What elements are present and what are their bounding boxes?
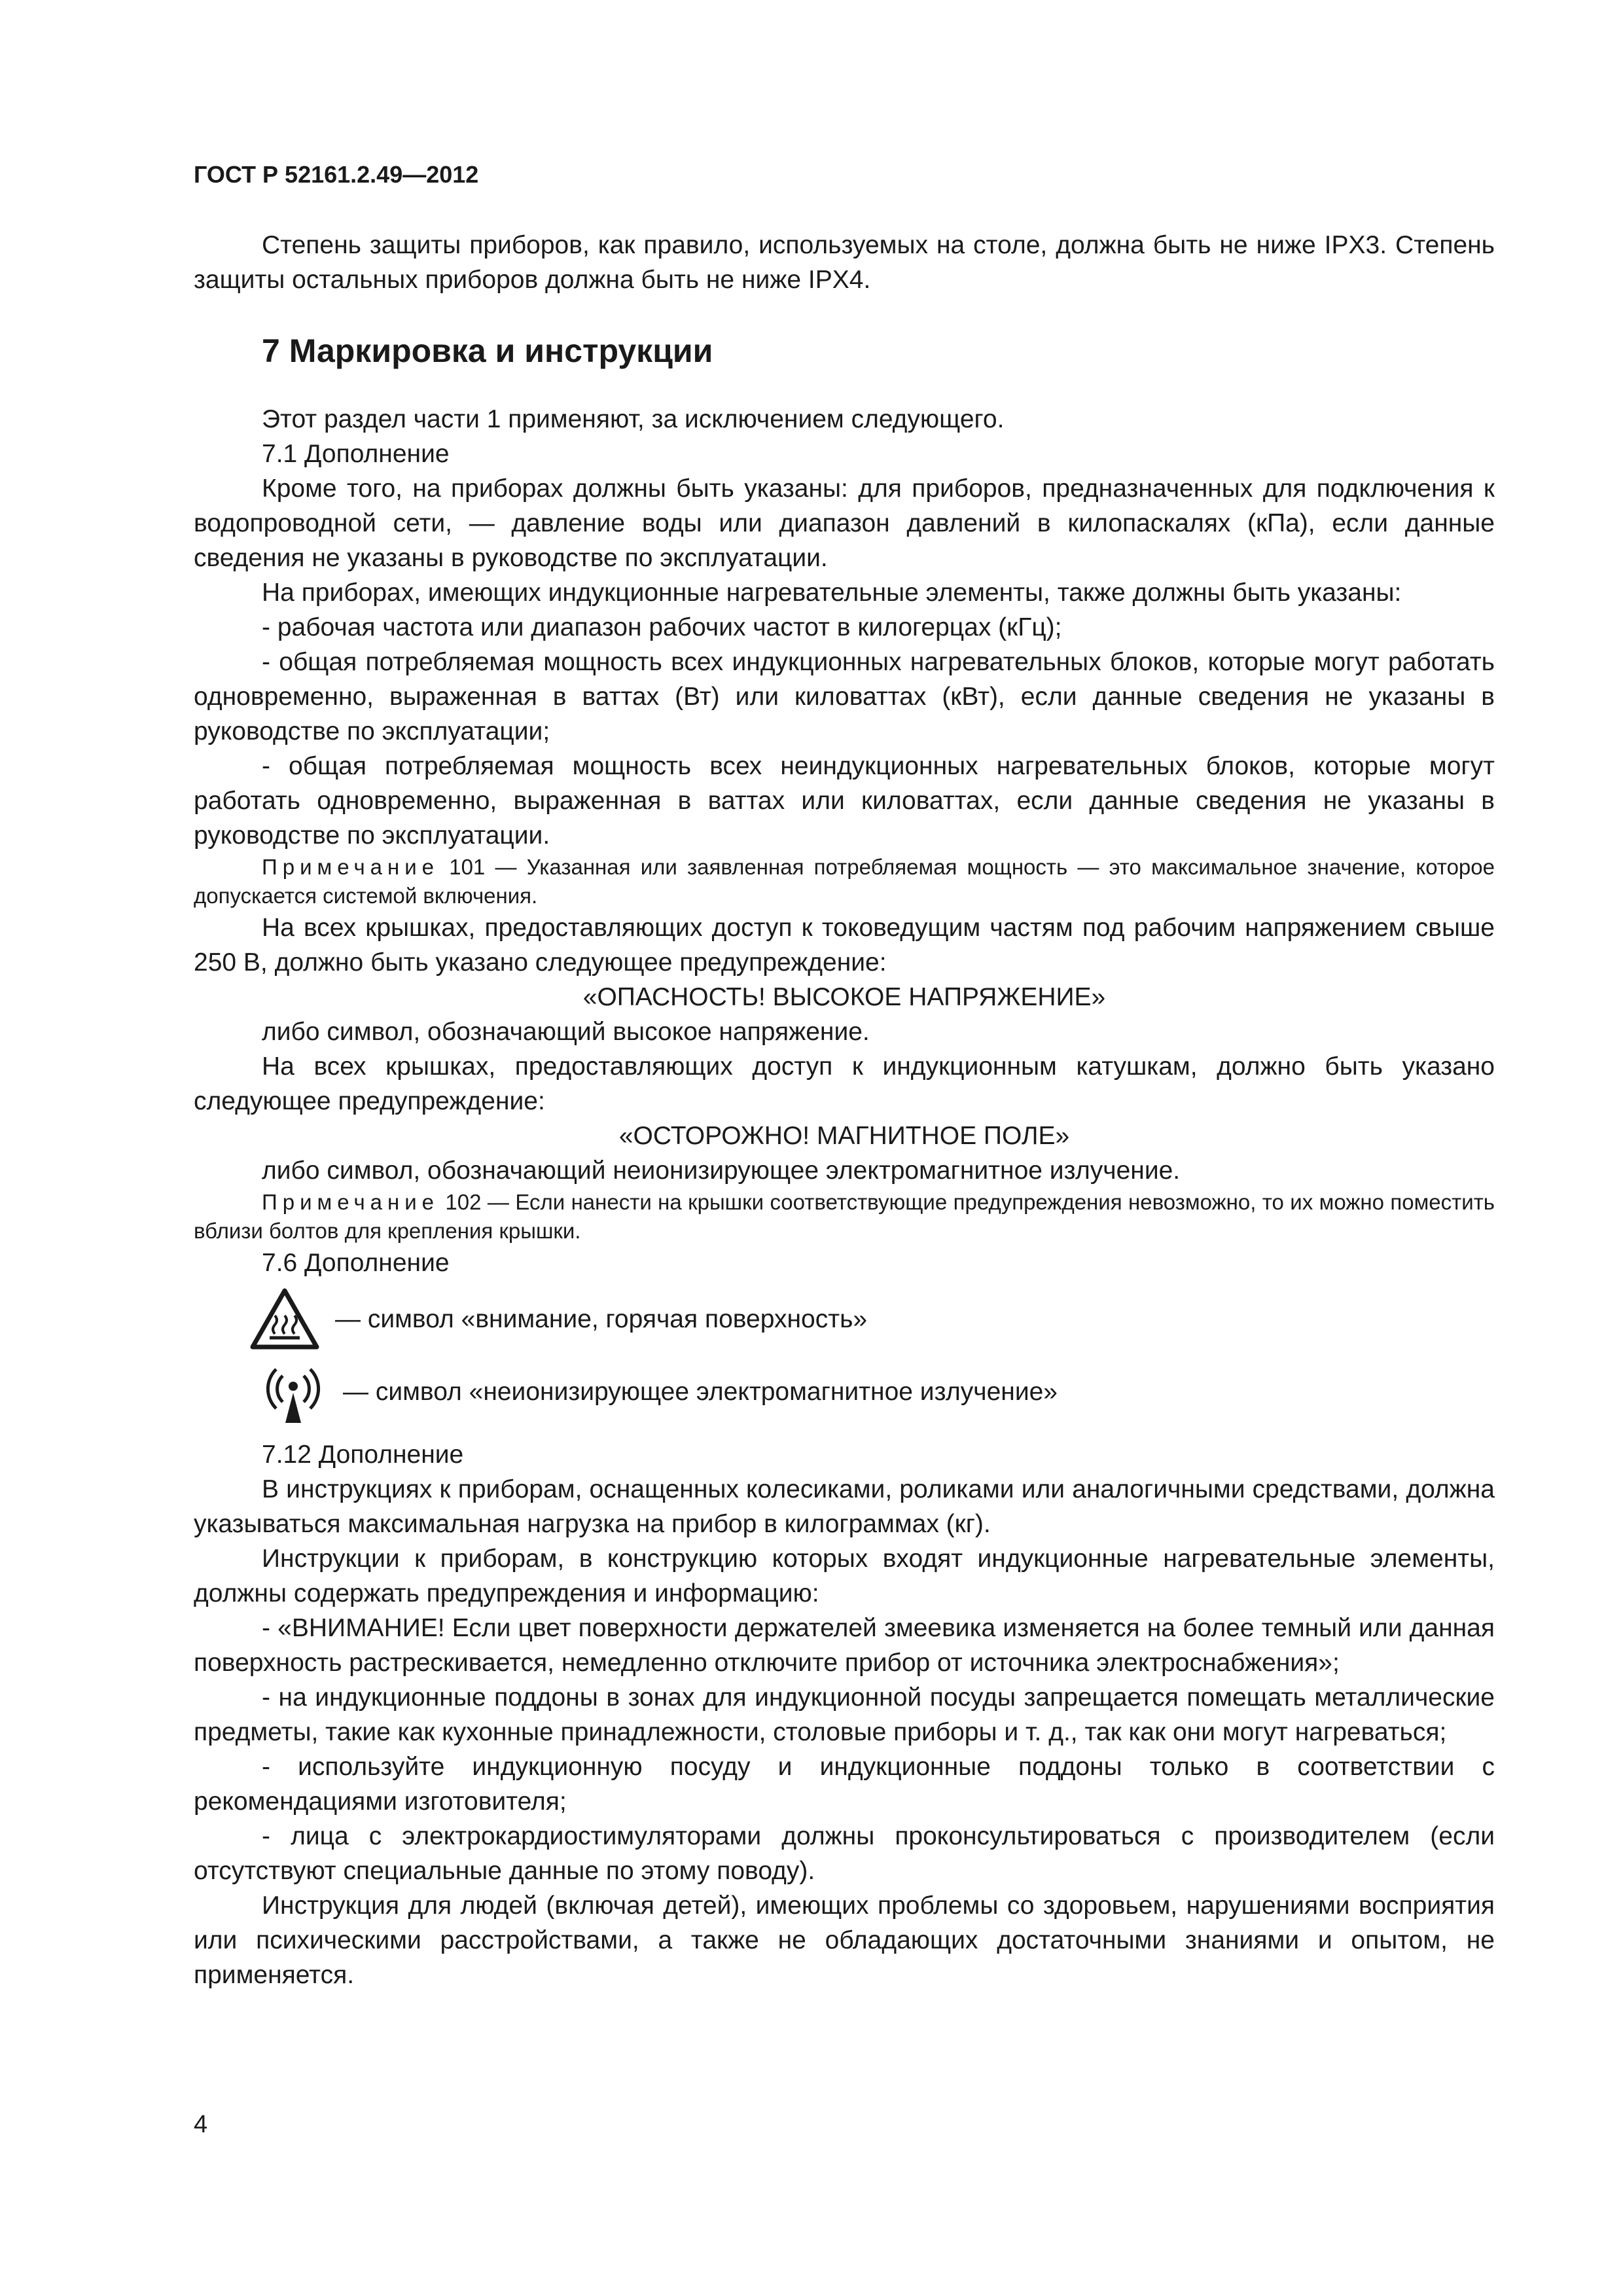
subsection-label: 7.1 Дополнение <box>262 440 450 468</box>
paragraph: Этот раздел части 1 применяют, за исключением следующего. <box>262 405 1005 433</box>
list-item: - общая потребляемая мощность всех неиндукционных нагревательных блоков, которые могут работать одновременно, выраженная в ваттах или киловаттах, если данные сведения не указаны в руководстве по эксплуатации. <box>194 752 1495 850</box>
paragraph: На всех крышках, предоставляющих доступ к токоведущим частям под рабочим напряжением свыше 250 В, должно быть указано следующее предупреждение: <box>194 914 1495 977</box>
note-text: 102 — Если нанести на крышки соответствующие предупреждения невозможно, то их можно поместить вблизи болтов для крепления крышки. <box>194 1190 1495 1243</box>
intro-paragraph: Степень защиты приборов, как правило, используемых на столе, должна быть не ниже IPX3. Степень защиты остальных приборов должна быть не ниже IPX4. <box>194 231 1495 294</box>
list-item: - «ВНИМАНИЕ! Если цвет поверхности держателей змеевика изменяется на более темный или данная поверхность растрескивается, немедленно отключите прибор от источника электроснабжения»; <box>194 1614 1495 1677</box>
paragraph: Инструкция для людей (включая детей), имеющих проблемы со здоровьем, нарушениями восприятия или психическими расстройствами, а также не обладающих достаточными знаниями и опытом, не применяется. <box>194 1892 1495 1989</box>
symbol-row-hot-surface <box>249 1287 1495 1351</box>
note-label: Примечание <box>262 1190 440 1214</box>
list-item: - рабочая частота или диапазон рабочих частот в килогерцах (кГц); <box>262 613 1062 641</box>
paragraph: либо символ, обозначающий высокое напряжение. <box>262 1018 870 1046</box>
note-label: Примечание <box>262 855 440 879</box>
symbol-description: — символ «внимание, горячая поверхность» <box>335 1304 868 1333</box>
warning-high-voltage: «ОПАСНОСТЬ! ВЫСОКОЕ НАПРЯЖЕНИЕ» <box>582 983 1106 1011</box>
paragraph: В инструкциях к приборам, оснащенных колесиками, роликами или аналогичными средствами, должна указываться максимальная нагрузка на прибор в килограммах (кг). <box>194 1475 1495 1538</box>
list-item: - используйте индукционную посуду и индукционные поддоны только в соответствии с рекомендациями изготовителя; <box>194 1753 1495 1816</box>
list-item: - лица с электрокардиостимуляторами должны проконсультироваться с производителем (если отсутствуют специальные данные по этому поводу). <box>194 1822 1495 1885</box>
paragraph: либо символ, обозначающий неионизирующее электромагнитное излучение. <box>262 1157 1181 1185</box>
note-102 <box>194 1188 1495 1246</box>
subsection-label: 7.6 Дополнение <box>262 1249 450 1277</box>
note-text: 101 — Указанная или заявленная потребляемая мощность — это максимальное значение, которое допускается системой включения. <box>194 855 1495 908</box>
paragraph: На всех крышках, предоставляющих доступ к индукционным катушкам, должно быть указано следующее предупреждение: <box>194 1052 1495 1115</box>
paragraph: На приборах, имеющих индукционные нагревательные элементы, также должны быть указаны: <box>262 579 1402 607</box>
standard-header: ГОСТ Р 52161.2.49—2012 <box>194 161 479 188</box>
warning-magnetic-field: «ОСТОРОЖНО! МАГНИТНОЕ ПОЛЕ» <box>618 1122 1070 1150</box>
list-item: - на индукционные поддоны в зонах для индукционной посуды запрещается помещать металлические предметы, такие как кухонные принадлежности, столовые приборы и т. д., так как они могут нагреваться; <box>194 1683 1495 1746</box>
note-101 <box>194 853 1495 910</box>
paragraph: Кроме того, на приборах должны быть указаны: для приборов, предназначенных для подключения к водопроводной сети, — давление воды или диапазон давлений в килопаскалях (кПа), если данные сведения не указаны в руководстве по эксплуатации. <box>194 475 1495 572</box>
hot-surface-warning-icon <box>249 1287 330 1351</box>
list-item: - общая потребляемая мощность всех индукционных нагревательных блоков, которые могут работать одновременно, выраженная в ваттах (Вт) или киловаттах (кВт), если данные сведения не указаны в руководстве по эксплуатации; <box>194 648 1495 745</box>
section-heading: 7 Маркировка и инструкции <box>262 332 713 369</box>
page-number: 4 <box>194 2111 208 2138</box>
subsection-label: 7.12 Дополнение <box>262 1441 464 1469</box>
document-body <box>194 228 1495 1992</box>
symbol-description: — символ «неионизирующее электромагнитное излучение» <box>343 1377 1058 1406</box>
paragraph: Инструкции к приборам, в конструкцию которых входят индукционные нагревательные элементы, должны содержать предупреждения и информацию: <box>194 1545 1495 1607</box>
spacer <box>194 1426 1495 1437</box>
symbol-row-non-ionizing <box>257 1357 1495 1426</box>
non-ionizing-radiation-icon <box>257 1357 338 1426</box>
